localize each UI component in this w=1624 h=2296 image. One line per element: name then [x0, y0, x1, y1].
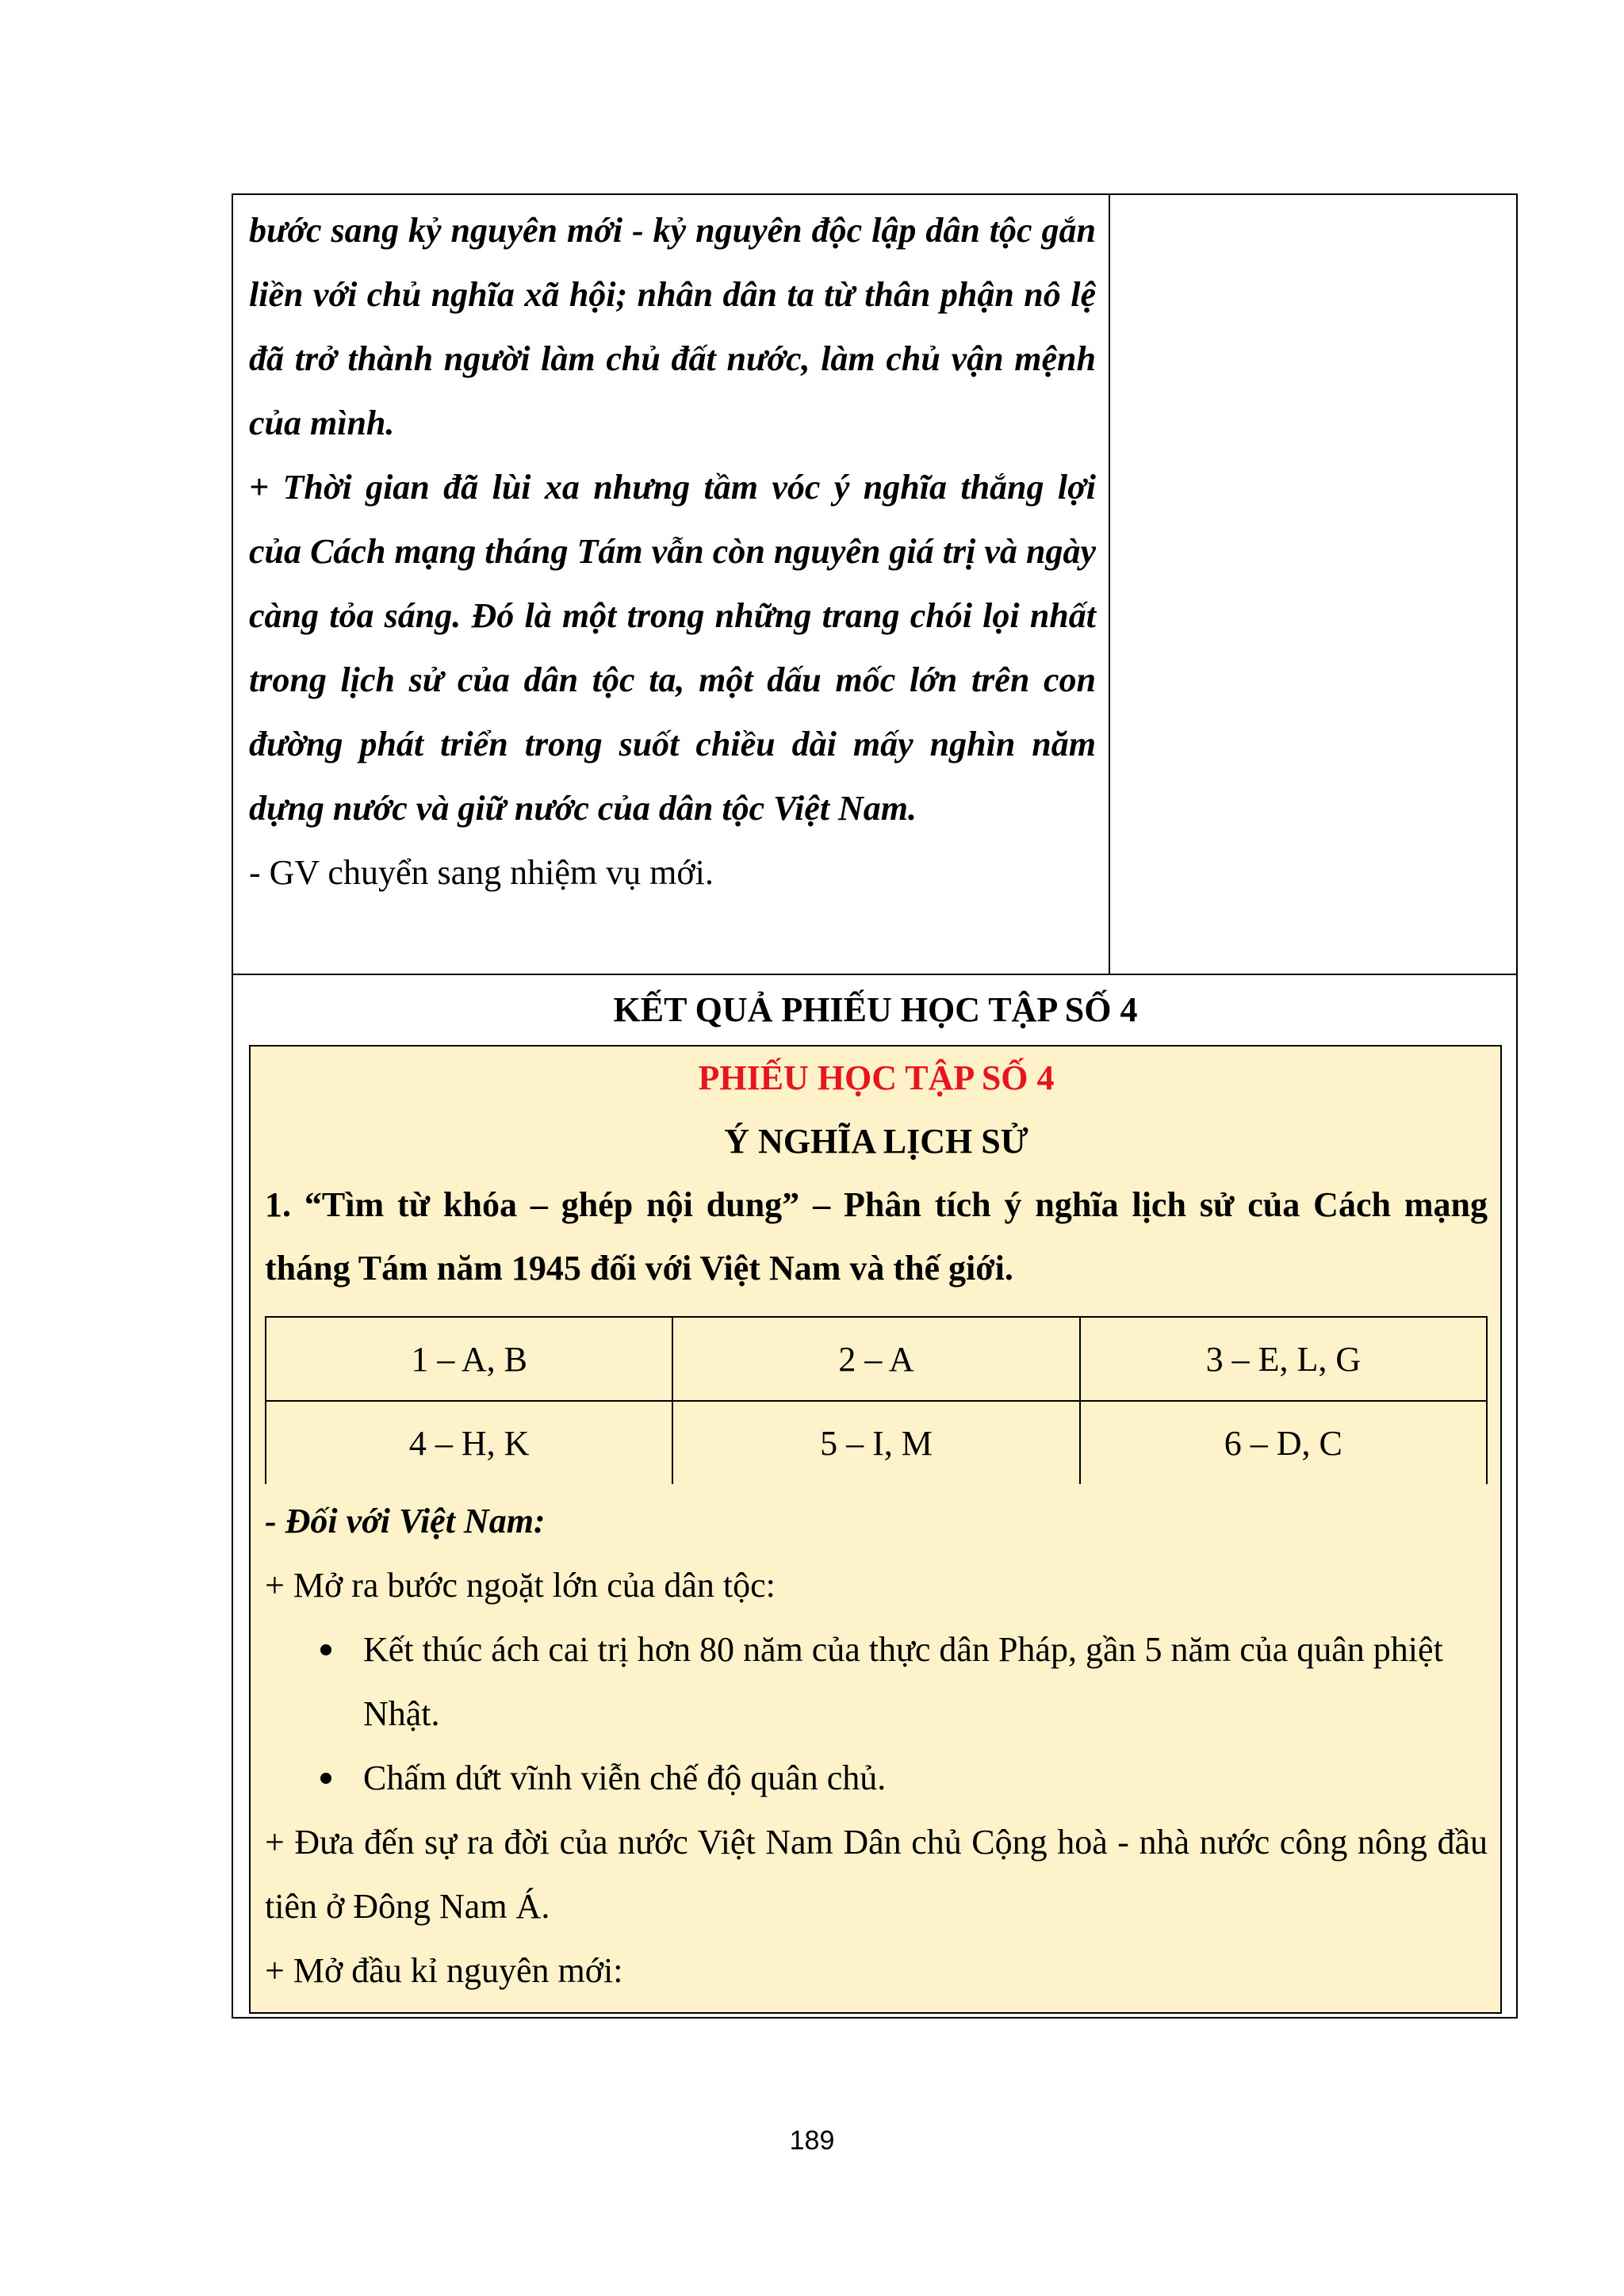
worksheet-subtitle: Ý NGHĨA LỊCH SỬ	[724, 1122, 1028, 1161]
result-cell	[232, 974, 1517, 2018]
new-era-line: + Mở đầu kỉ nguyên mới:	[265, 1951, 623, 1990]
empty-right-cell	[1109, 194, 1517, 974]
paragraph-significance: + Thời gian đã lùi xa nhưng tầm vóc ý nghĩa thắng lợi của Cách mạng tháng Tám vẫn còn nguyên giá trị và ngày càng tỏa sáng. Đó là một trong những trang chói lọi nhất trong lịch sử của dân tộc ta, một dấu mốc lớn trên con đường phát triển trong suốt chiều dài mấy nghìn năm dựng nước và giữ nước của dân tộc Việt Nam.	[249, 468, 1096, 828]
bullet-text: Kết thúc ách cai trị hơn 80 năm của thực dân Pháp, gần 5 năm của quân phiệt Nhật.	[363, 1630, 1443, 1733]
result-title: KẾT QUẢ PHIẾU HỌC TẬP SỐ 4	[613, 990, 1138, 1029]
answer-row	[266, 1317, 1487, 1401]
bullet-icon	[320, 1773, 331, 1784]
answer-cell: 4 – H, K	[266, 1401, 672, 1484]
bullet-list	[265, 1617, 1488, 1810]
lesson-row-activity	[232, 194, 1517, 974]
republic-line: + Đưa đến sự ra đời của nước Việt Nam Dân chủ Cộng hoà - nhà nước công nông đầu tiên ở Đông Nam Á.	[265, 1823, 1488, 1926]
lesson-row-result	[232, 974, 1517, 2018]
answer-cell: 3 – E, L, G	[1080, 1317, 1487, 1401]
answer-table	[265, 1316, 1488, 1484]
bullet-icon	[320, 1644, 331, 1655]
answer-cell: 1 – A, B	[266, 1317, 672, 1401]
worksheet-question: 1. “Tìm từ khóa – ghép nội dung” – Phân tích ý nghĩa lịch sử của Cách mạng tháng Tám năm 1945 đối với Việt Nam và thế giới.	[265, 1185, 1488, 1288]
bullet-text: Chấm dứt vĩnh viễn chế độ quân chủ.	[363, 1758, 887, 1797]
vietnam-heading: - Đối với Việt Nam:	[265, 1502, 546, 1540]
answer-row	[266, 1401, 1487, 1484]
activity-cell	[232, 194, 1109, 974]
answer-cell: 5 – I, M	[672, 1401, 1079, 1484]
list-item	[265, 1746, 1488, 1810]
list-item	[265, 1617, 1488, 1746]
page-number: 189	[789, 2126, 835, 2156]
turning-point-line: + Mở ra bước ngoặt lớn của dân tộc:	[265, 1566, 776, 1605]
answer-cell: 6 – D, C	[1080, 1401, 1487, 1484]
answer-cell: 2 – A	[672, 1317, 1079, 1401]
paragraph-new-era: bước sang kỷ nguyên mới - kỷ nguyên độc lập dân tộc gắn liền với chủ nghĩa xã hội; nhân dân ta từ thân phận nô lệ đã trở thành người làm chủ đất nước, làm chủ vận mệnh của mình.	[249, 211, 1096, 442]
worksheet-title: PHIẾU HỌC TẬP SỐ 4	[698, 1058, 1055, 1097]
paragraph-next-task: - GV chuyển sang nhiệm vụ mới.	[249, 853, 714, 892]
worksheet-box	[249, 1045, 1502, 2014]
lesson-table	[232, 193, 1518, 2019]
